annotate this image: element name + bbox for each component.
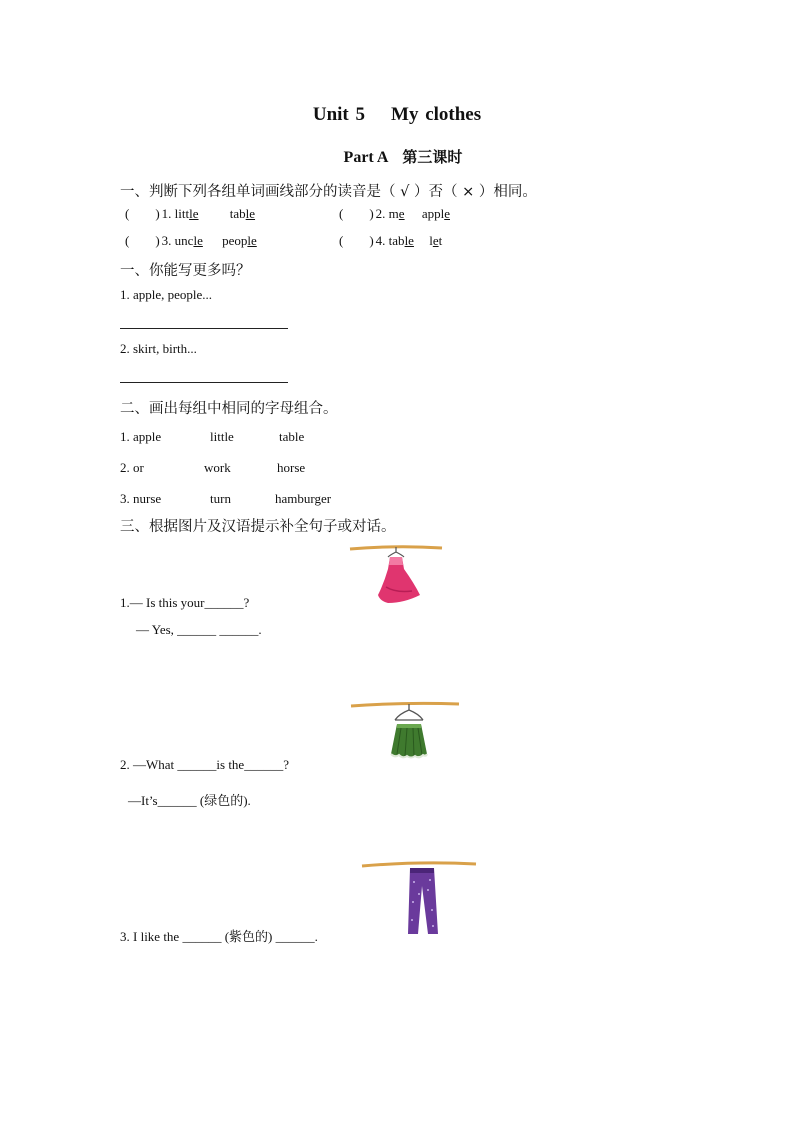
page-subtitle <box>0 146 794 167</box>
question1-line1: 1.— Is this your______? <box>120 595 250 610</box>
section4-heading: 三、根据图片及汉语提示补全句子或对话。 <box>120 519 396 535</box>
section1-item-3: ( ) 3. uncle people <box>125 233 257 248</box>
section1-item-1: ( ) 1. little table <box>125 206 256 221</box>
purple-pants-icon <box>362 860 478 940</box>
unit-title: My clothes <box>391 104 482 125</box>
question2-line2: —It’s______ (绿色的). <box>128 793 251 808</box>
question2-line1: 2. —What ______is the______? <box>120 757 289 772</box>
section3-row3-word3: hamburger <box>275 491 332 506</box>
section3-row1-word2: little <box>210 429 234 444</box>
lesson-label: 第三课时 <box>402 148 463 166</box>
section3-heading: 二、画出每组中相同的字母组合。 <box>120 401 338 417</box>
part-label: Part A <box>343 149 389 166</box>
section1-item-2: ( ) 2. me apple <box>339 206 450 221</box>
section3-row2-word1: 2. or <box>120 460 144 475</box>
unit-label: Unit 5 <box>312 104 366 125</box>
section3-row3-word1: 3. nurse <box>120 491 162 506</box>
section1-item-4: ( ) 4. table let <box>339 233 443 248</box>
section3-row3-word2: turn <box>210 491 231 506</box>
section2-heading: 一、你能写更多吗？ <box>120 263 251 279</box>
answer-line-1[interactable] <box>120 328 288 329</box>
section3-row1-word3: table <box>279 429 305 444</box>
green-skirt-icon <box>351 700 461 764</box>
answer-line-2[interactable] <box>120 382 288 383</box>
section2-item-1: 1. apple, people... <box>120 287 213 302</box>
page-title <box>0 104 794 126</box>
section3-row2-word2: work <box>204 460 231 475</box>
section1-heading: 一、判断下列各组单词画线部分的读音是（ √ ）否（ × ）相同。 <box>120 184 537 200</box>
section3-row1-word1: 1. apple <box>120 429 162 444</box>
question3-line1: 3. I like the ______ (紫色的) ______. <box>120 929 318 944</box>
question1-line2: — Yes, ______ ______. <box>136 622 262 637</box>
section2-item-2: 2. skirt, birth... <box>120 341 197 356</box>
pink-dress-icon <box>350 543 444 607</box>
section3-row2-word3: horse <box>277 460 306 475</box>
